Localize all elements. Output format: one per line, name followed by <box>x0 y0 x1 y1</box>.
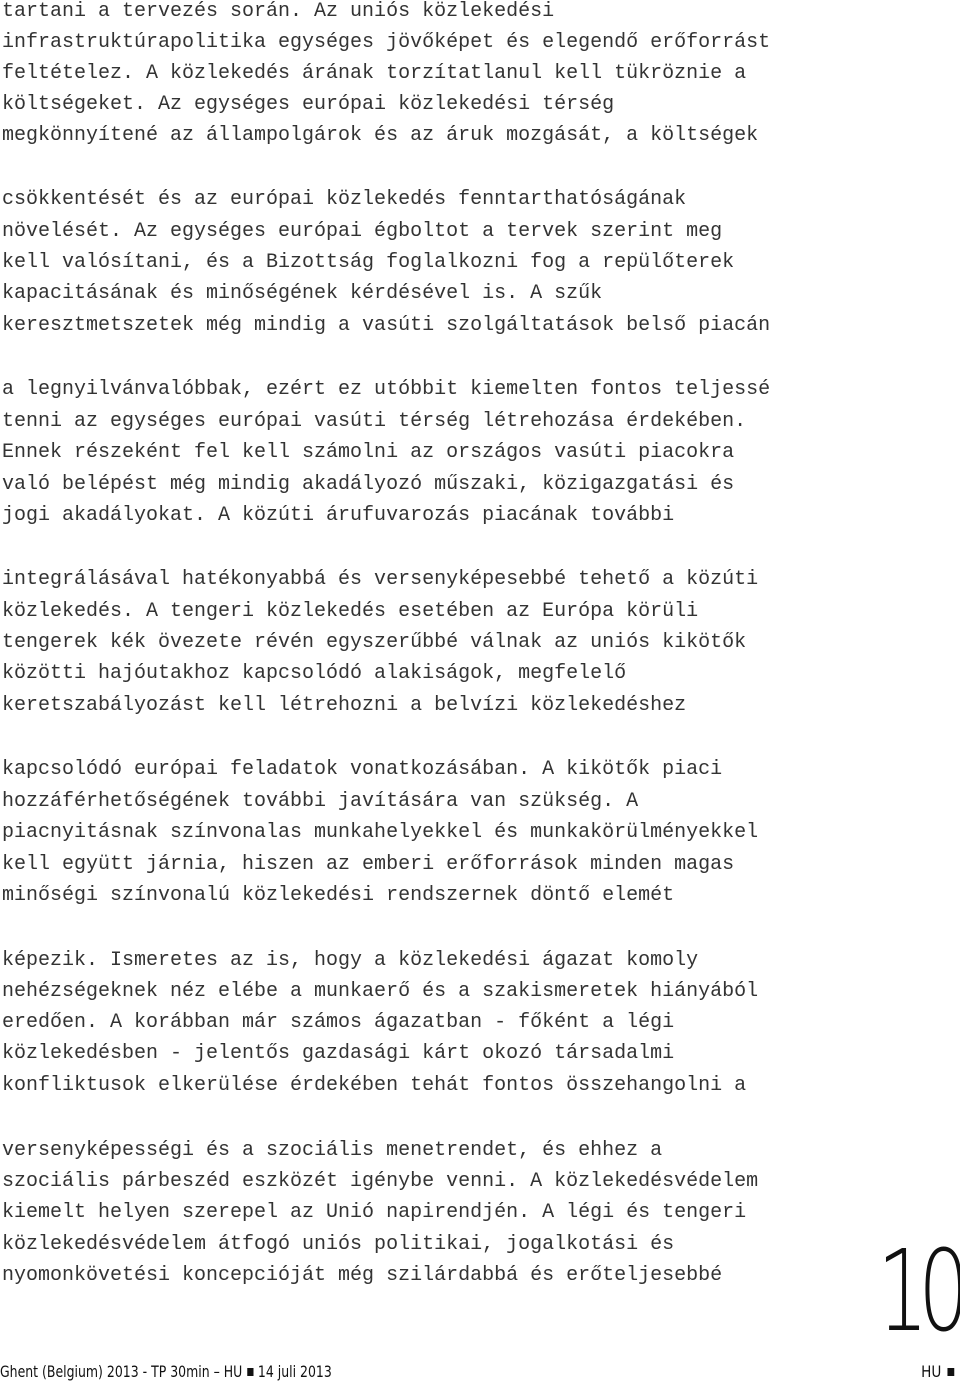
text-line: közlekedésben - jelentős gazdasági kárt okozó társadalmi <box>2 1042 675 1065</box>
text-line: keretszabályozást kell létrehozni a belvízi közlekedéshez <box>2 694 687 717</box>
footer-meta <box>0 1362 332 1382</box>
text-line: nyomonkövetési koncepcióját még szilárdabbá és erőteljesebbé <box>2 1264 723 1287</box>
footer-date: 14 juli 2013 <box>257 1362 332 1381</box>
text-line: képezik. Ismeretes az is, hogy a közlekedési ágazat komoly <box>2 949 699 972</box>
text-line: integrálásával hatékonyabbá és versenyképesebbé tehető a közúti <box>2 568 759 591</box>
text-line: való belépést még mindig akadályozó műszaki, közigazgatási és <box>2 473 735 496</box>
square-bullet-icon <box>948 1368 955 1376</box>
text-line: konfliktusok elkerülése érdekében tehát fontos összehangolni a <box>2 1074 747 1097</box>
text-line: kell együtt járnia, hiszen az emberi erőforrások minden magas <box>2 853 735 876</box>
text-line: növelését. Az egységes európai égboltot a tervek szerint meg <box>2 220 723 243</box>
square-bullet-icon <box>247 1368 253 1376</box>
text-line: közötti hajóutakhoz kapcsolódó alakiságok, megfelelő <box>2 662 627 685</box>
text-line: hozzáférhetőségének további javítására van szükség. A <box>2 790 639 813</box>
text-line: nehézségeknek néz elébe a munkaerő és a szakismeretek hiányából <box>2 980 759 1003</box>
footer-language <box>921 1362 956 1382</box>
text-line: infrastruktúrapolitika egységes jövőképet és elegendő erőforrást <box>2 31 771 54</box>
text-line: minőségi színvonalú közlekedési rendszernek döntő elemét <box>2 884 675 907</box>
text-line: versenyképességi és a szociális menetrendet, és ehhez a <box>2 1139 663 1162</box>
text-line: kell valósítani, és a Bizottság foglalkozni fog a repülőterek <box>2 251 735 274</box>
page-number: 10 <box>877 1227 960 1357</box>
text-line: tenni az egységes európai vasúti térség létrehozása érdekében. <box>2 410 747 433</box>
text-line: tengerek kék övezete révén egyszerűbbé válnak az uniós kikötők <box>2 631 747 654</box>
text-line: keresztmetszetek még mindig a vasúti szolgáltatások belső piacán <box>2 314 771 337</box>
text-line: a legnyilvánvalóbbak, ezért ez utóbbit kiemelten fontos teljessé <box>2 378 771 401</box>
text-line: csökkentését és az európai közlekedés fenntarthatóságának <box>2 188 687 211</box>
text-line: kapcsolódó európai feladatok vonatkozásában. A kikötők piaci <box>2 758 723 781</box>
text-line: tartani a tervezés során. Az uniós közlekedési <box>2 0 555 23</box>
text-line: megkönnyítené az állampolgárok és az áruk mozgását, a költségek <box>2 124 759 147</box>
text-line: piacnyitásnak színvonalas munkahelyekkel és munkakörülményekkel <box>2 821 759 844</box>
text-line: közlekedésvédelem átfogó uniós politikai, jogalkotási és <box>2 1233 675 1256</box>
text-line: szociális párbeszéd eszközét igénybe venni. A közlekedésvédelem <box>2 1170 759 1193</box>
text-line: kiemelt helyen szerepel az Unió napirendjén. A légi és tengeri <box>2 1201 747 1224</box>
text-line: jogi akadályokat. A közúti árufuvarozás piacának további <box>2 504 675 527</box>
footer-event-text: Ghent (Belgium) 2013 - TP 30min – HU <box>0 1362 243 1381</box>
text-line: feltételez. A közlekedés árának torzítatlanul kell tükröznie a <box>2 62 747 85</box>
text-line: közlekedés. A tengeri közlekedés esetében az Európa körüli <box>2 600 699 623</box>
text-line: Ennek részeként fel kell számolni az országos vasúti piacokra <box>2 441 735 464</box>
text-line: kapacitásának és minőségének kérdésével is. A szűk <box>2 282 603 305</box>
footer-lang-code: HU <box>921 1362 942 1381</box>
text-line: költségeket. Az egységes európai közlekedési térség <box>2 93 615 116</box>
text-line: eredően. A korábban már számos ágazatban - főként a légi <box>2 1011 675 1034</box>
